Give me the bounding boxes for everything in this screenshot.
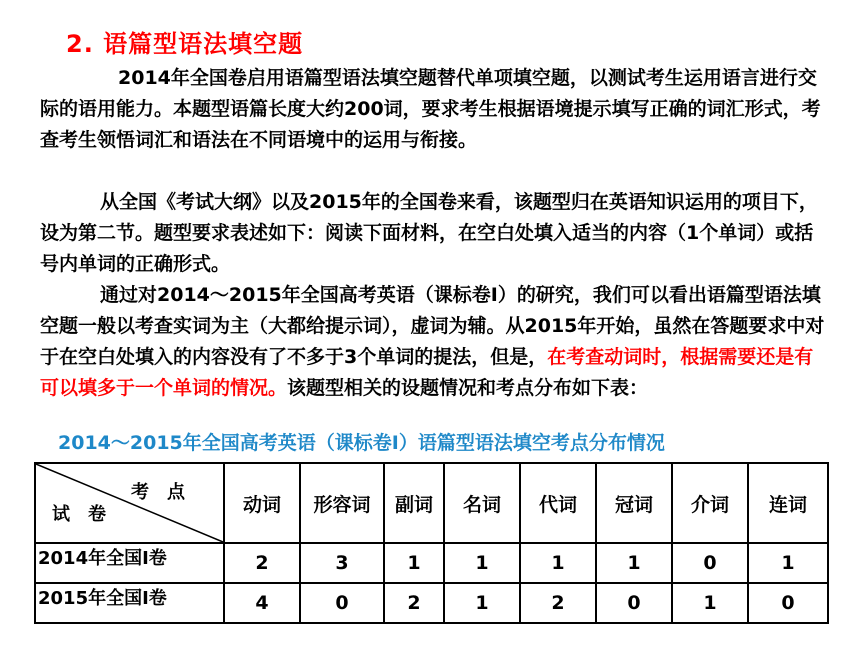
table-cell: 0 bbox=[672, 543, 748, 583]
table-cell: 3 bbox=[300, 543, 384, 583]
table-row bbox=[35, 543, 828, 583]
distribution-table bbox=[34, 462, 829, 624]
section-title: 2. 语篇型语法填空题 bbox=[66, 30, 304, 58]
row-label: 2015年全国Ⅰ卷 bbox=[35, 583, 224, 623]
column-header: 副词 bbox=[384, 463, 444, 543]
column-header: 冠词 bbox=[596, 463, 672, 543]
table-row bbox=[35, 583, 828, 623]
table-cell: 1 bbox=[444, 543, 520, 583]
column-header: 连词 bbox=[748, 463, 828, 543]
table-cell: 1 bbox=[672, 583, 748, 623]
row-label: 2014年全国Ⅰ卷 bbox=[35, 543, 224, 583]
table-cell: 1 bbox=[596, 543, 672, 583]
table-corner-cell bbox=[35, 463, 224, 543]
paragraph-intro: 2014年全国卷启用语篇型语法填空题替代单项填空题，以测试考生运用语言进行交际的语用能力。本题型语篇长度大约200词，要求考生根据语境提示填写正确的词汇形式，考查考生领悟词汇和语法在不同语境中的运用与衔接。 bbox=[40, 67, 821, 151]
analysis-text-b: 该题型相关的设题情况和考点分布如下表： bbox=[287, 377, 649, 399]
highlight-text: 在考查动词时，根据需要还是有可以填多于一个单词的情况。 bbox=[40, 346, 814, 399]
table-cell: 0 bbox=[596, 583, 672, 623]
table-cell: 0 bbox=[300, 583, 384, 623]
column-header: 动词 bbox=[224, 463, 300, 543]
column-header: 名词 bbox=[444, 463, 520, 543]
table-cell: 4 bbox=[224, 583, 300, 623]
table-cell: 2 bbox=[520, 583, 596, 623]
column-header: 形容词 bbox=[300, 463, 384, 543]
table-cell: 1 bbox=[444, 583, 520, 623]
table-cell: 1 bbox=[520, 543, 596, 583]
table-cell: 1 bbox=[384, 543, 444, 583]
column-header: 介词 bbox=[672, 463, 748, 543]
corner-label-top: 考点 bbox=[131, 482, 203, 503]
paragraph-syllabus: 从全国《考试大纲》以及2015年的全国卷来看，该题型归在英语知识运用的项目下，设为第二节。题型要求表述如下：阅读下面材料，在空白处填入适当的内容（1个单词）或括号内单词的正确形式。 bbox=[40, 191, 818, 275]
table-cell: 2 bbox=[224, 543, 300, 583]
corner-label-bottom: 试卷 bbox=[52, 504, 124, 525]
table-cell: 2 bbox=[384, 583, 444, 623]
paragraph-analysis bbox=[40, 280, 830, 404]
column-header: 代词 bbox=[520, 463, 596, 543]
table-header-row bbox=[35, 463, 828, 543]
table-cell: 0 bbox=[748, 583, 828, 623]
table-caption: 2014～2015年全国高考英语（课标卷Ⅰ）语篇型语法填空考点分布情况 bbox=[58, 432, 665, 454]
table-cell: 1 bbox=[748, 543, 828, 583]
analysis-text-a: 通过对2014～2015年全国高考英语（课标卷Ⅰ）的研究，我们可以看出语篇型语法填空题一般以考查实词为主（大都给提示词），虚词为辅。从2015年开始，虽然在答题要求中对于在空白处填入的内容没有了不多于3个单词的提法，但是， bbox=[40, 284, 825, 368]
